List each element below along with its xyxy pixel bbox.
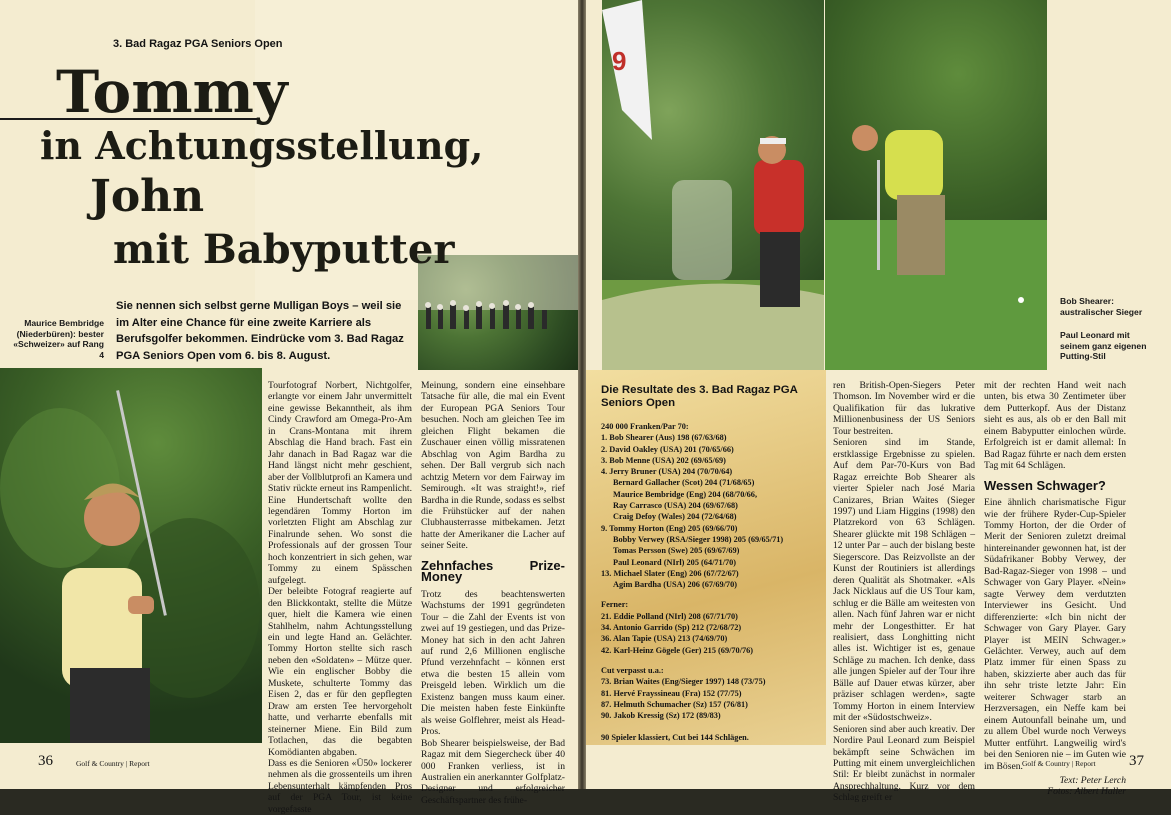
bunker-golfer-icon [602, 0, 824, 370]
left-page [0, 0, 578, 815]
golfer-photo-bembridge [0, 368, 262, 743]
article-column-2 [421, 380, 565, 806]
column-3-text: ren British-Open-Siegers Peter Thomson. Im November wird er die Qualifikation für das lukrative Millionenbusiness der US Seniors Tour bestreiten. Senioren sind im Stande, erstklassige Ergebnisse zu spielen. Auf dem Par-70-Kurs von Bad Ragaz erreichte Bob Shearer als vierter Spieler nach José Maria Canizares, Brian Waites (Sieger 1997) und Liam Higgins (1998) den Platzrekord von 63 Schlägen. Shearer glückte mit 198 Schlägen – 12 unter Par – auch der bislang beste Siegerscore. Das Reizvollste an der Kunst der Routiniers ist allerdings deren Qualität als Shotmaker. «Als Jack Nicklaus auf die US Tour kam, schlug er die Bälle am weitesten von allen. Nach fünf Jahren war er nicht mehr der Longesthitter. Er hat realisiert, dass Longhitting nicht alles ist. Wichtiger ist es, genaue Schläge zu machen. Ich denke, dass alle jungen Spieler auf der Tour ihre Bälle auf Dauer etwas kürzer, aber präziser schlagen werden», sagte Tommy Horton in einem Interview mit der «Südostschweiz». Senioren sind aber auch kreativ. Der Nordire Paul Leonard zum Beispiel bekämpft seine Schwächen im Putting mit einem unvergleichlichen Stil: Er bleibt zunächst in normaler Ansprechhaltung. Kurz vor dem Schlag greift er [833, 380, 975, 804]
credit-photo: Fotos: Albert Haller [1047, 786, 1126, 798]
photo-bunker-shot [602, 0, 824, 370]
title-line-3: John [90, 171, 205, 222]
ferner-row: 21. Eddie Polland (NIrl) 208 (67/71/70) [601, 611, 738, 621]
cut-row: 73. Brian Waites (Eng/Sieger 1997) 148 (73/75) [601, 677, 766, 687]
result-row: 13. Michael Slater (Eng) 206 (67/72/67) [601, 568, 739, 578]
page-number-right: 37 [1129, 753, 1144, 769]
results-title: Die Resultate des 3. Bad Ragaz PGA Seniors Open [601, 384, 798, 409]
result-row: Maurice Bembridge (Eng) 204 (68/70/66, [613, 489, 758, 499]
spine-gutter [578, 0, 586, 789]
result-row: Bernard Gallacher (Scot) 204 (71/68/65) [613, 478, 755, 488]
column-4-text-b: Eine ähnlich charismatische Figur wie der frühere Ryder-Cup-Spieler Tommy Horton, der die Order of Merit der Senioren zuletzt dreimal hintereinander gewonnen hat, ist der Südafrikaner Bobby Verwey, der Bad-Ragaz-Sieger von 1998 – und Schwager von Gary Player. «Nein» sagte Verwey dem verdutzten Interviewer ins Gesicht. Und differenzierte: «Ich bin nicht der Schwager von Gary Player. Gary Player ist MEIN Schwager.» Gelächter. Verwey, auch auf dem Platz immer für einen Spass zu haben, skizzierte aber auch das für ihn sehr triste letzte Jahr: Ein weiterer Schwager starb an Herzversagen, ein Neffe kam bei einem Autounfall beinahe um, und zu allem Übel wurde noch Verweys Mutter entführt. Langweilig wird's bei den Senioren nie – im Guten wie im Bösen. [984, 497, 1126, 772]
putting-golfer-icon [825, 0, 1047, 370]
ferner-row: 36. Alan Tapie (USA) 213 (74/69/70) [601, 634, 728, 644]
column-1-text: Tourfotograf Norbert, Nichtgolfer, erlangte vor einem Jahr unvermittelt eine gewisse Bekanntheit, als ihm Cindy Crawford am Omega-Pro-Am in Crans-Montana mit ihrem Abschlag die Hand brach. Fast ein Jahr danach in Bad Ragaz war die Hand längst nicht mehr geschient, aber der Vollblutprofi an Kamera und Stativ rückte erneut ins Rampenlicht. Eine Hundertschaft wollte den legendären Tommy Horton im vorletzten Flight am Abschlag zur Finalrunde sehen. Wo sonst die Professionals auf der grossen Tour hoch konzentriert in sich gehen, war Tommy zu einem Spässchen aufgelegt. Der beleibte Fotograf reagierte auf den Blickkontakt, stellte die Mütze quer, hielt die Kamera wie einen Stahlhelm, nahm Achtungsstellung ein und legte Hand an. Gelächter. Tommy Horton stellte sich rasch neben den «Soldaten» – Mütze quer. Wie ein englischer Bobby die Muskete, schulterte Tommy das Eisen 2, das er für den gepflegten Draw am ersten Tee hervorgeholt hatte, und verharrte ebenfalls mit steinerner Miene. Ein Bild zum Totlachen, das die begabten Komödianten abgaben. Dass es die Senioren «Ü50» lockerer nehmen als die grossenteils um ihren Lebensunterhalt kämpfenden Pros auf der PGA Tour, ist keine vorgefasste [268, 380, 412, 815]
photo-caption-bembridge: Maurice Bembridge (Niederbüren): bester «Schweizer» auf Rang 4 [13, 318, 104, 360]
results-list [601, 421, 823, 744]
cut-row: 90. Jakob Kressig (Sz) 172 (89/83) [601, 711, 721, 721]
right-page [586, 0, 1171, 804]
column-2-text-b: Trotz des beachtenswerten Wachstums der 1991 gegründeten Tour – die Zahl der Events ist von zwei auf 19 gestiegen, und das Prize-Money hat sich in den acht Jahren auf rund 2,6 Millionen englische Pfund verzehnfacht – können erst etwa die besten 15 allein vom Preisgeld leben. Wirklich um die Existenz bangen muss kaum einer. Die meisten haben feste Einkünfte als weise Golflehrer, meist als Head-Pros. Bob Shearer beispielsweise, der Bad Ragaz mit dem Siegercheck über 40 000 Franken verliess, ist in Australien ein anerkannter Golfplatz-Designer und erfolgreicher Geschäftspartner des frühe- [421, 588, 565, 806]
footer-right: Golf & Country | Report [1022, 759, 1096, 768]
cut-row: 87. Helmuth Schumacher (Sz) 157 (76/81) [601, 699, 748, 709]
article-column-1 [268, 380, 412, 815]
footer-left: Golf & Country | Report [76, 759, 150, 768]
caption-shearer: Bob Shearer: australischer Sieger [1060, 296, 1143, 317]
title-line-1: Tommy [56, 58, 288, 126]
result-row: Agim Bardha (USA) 206 (67/69/70) [613, 580, 737, 590]
cut-label: Cut verpasst u.a.: [601, 665, 664, 675]
result-row: Tomas Persson (Swe) 205 (69/67/69) [613, 546, 740, 556]
result-row: Paul Leonard (NIrl) 205 (64/71/70) [613, 557, 737, 567]
kicker: 3. Bad Ragaz PGA Seniors Open [113, 38, 283, 50]
lede: Sie nennen sich selbst gerne Mulligan Boys – weil sie im Alter eine Chance für eine zweite Karriere als Berufsgolfer bekommen. Eindrücke vom 3. Bad Ragaz PGA Seniors Open vom 6. bis 8. August. [116, 300, 404, 362]
article-column-3 [833, 380, 975, 804]
result-row: Bobby Verwey (RSA/Sieger 1998) 205 (69/65/71) [613, 534, 784, 544]
results-header: 240 000 Franken/Par 70: [601, 422, 689, 431]
svg-text:9: 9 [612, 46, 627, 76]
title-line-2: in Achtungsstellung, [40, 123, 484, 168]
subhead-prize-money: Zehnfaches Prize-Money [421, 557, 565, 585]
page-number-left: 36 [38, 753, 53, 769]
ferner-row: 42. Karl-Heinz Gögele (Ger) 215 (69/70/76) [601, 645, 754, 655]
result-row: 9. Tommy Horton (Eng) 205 (69/66/70) [601, 523, 738, 533]
ferner-label: Ferner: [601, 600, 629, 610]
cut-row: 81. Hervé Frayssineau (Fra) 152 (77/75) [601, 688, 742, 698]
result-row: 1. Bob Shearer (Aus) 198 (67/63/68) [601, 433, 727, 443]
column-4-text-a: mit der rechten Hand weit nach unten, bis etwa 30 Zentimeter über dem Putterkopf. Aus der Distanz sieht es aus, als ob er den Ball mit einem Babyputter einlochen würde. Erfolgreich ist er damit allemal: In Bad Ragaz führte er nach dem ersten Tag mit 64 Schlägen. [984, 380, 1126, 472]
results-footer: 90 Spieler klassiert, Cut bei 144 Schlägen. [601, 733, 749, 743]
ferner-row: 34. Antonio Garrido (Sp) 212 (72/68/72) [601, 623, 742, 633]
result-row: 4. Jerry Bruner (USA) 204 (70/70/64) [601, 467, 733, 477]
golfer-figure-icon [0, 368, 262, 743]
photo-putting [825, 0, 1047, 370]
credit-text: Text: Peter Lerch [1059, 774, 1126, 786]
column-2-text-a: Meinung, sondern eine einsehbare Tatsache für alle, die mal ein Event der European PGA Seniors Tour besuchen. Noch am gleichen Tee im gleichen Flight bekamen die Zuschauer einen völlig missratenen Abschlag von Agim Bardha zu sehen. Der Ball vergrub sich nach achtzig Metern vor dem Fairway im Semirough. «It was straight!», rief Bardha in die Runde, sodass es selbst die Frühstücker auf der nahen Clubhausterrasse mitbekamen. Jetzt hatte der Amerikaner die Lacher auf seiner Seite. [421, 380, 565, 552]
result-row: 3. Bob Menne (USA) 202 (69/65/69) [601, 455, 726, 465]
result-row: Ray Carrasco (USA) 204 (69/67/68) [613, 501, 738, 511]
result-row: 2. David Oakley (USA) 201 (70/65/66) [601, 444, 734, 454]
result-row: Craig Defoy (Wales) 204 (72/64/68) [613, 512, 737, 522]
title-line-4: mit Babyputter [113, 226, 455, 273]
subhead-schwager: Wessen Schwager? [984, 477, 1106, 493]
caption-leonard: Paul Leonard mit seinem ganz eigenen Putting-Stil [1060, 330, 1147, 361]
